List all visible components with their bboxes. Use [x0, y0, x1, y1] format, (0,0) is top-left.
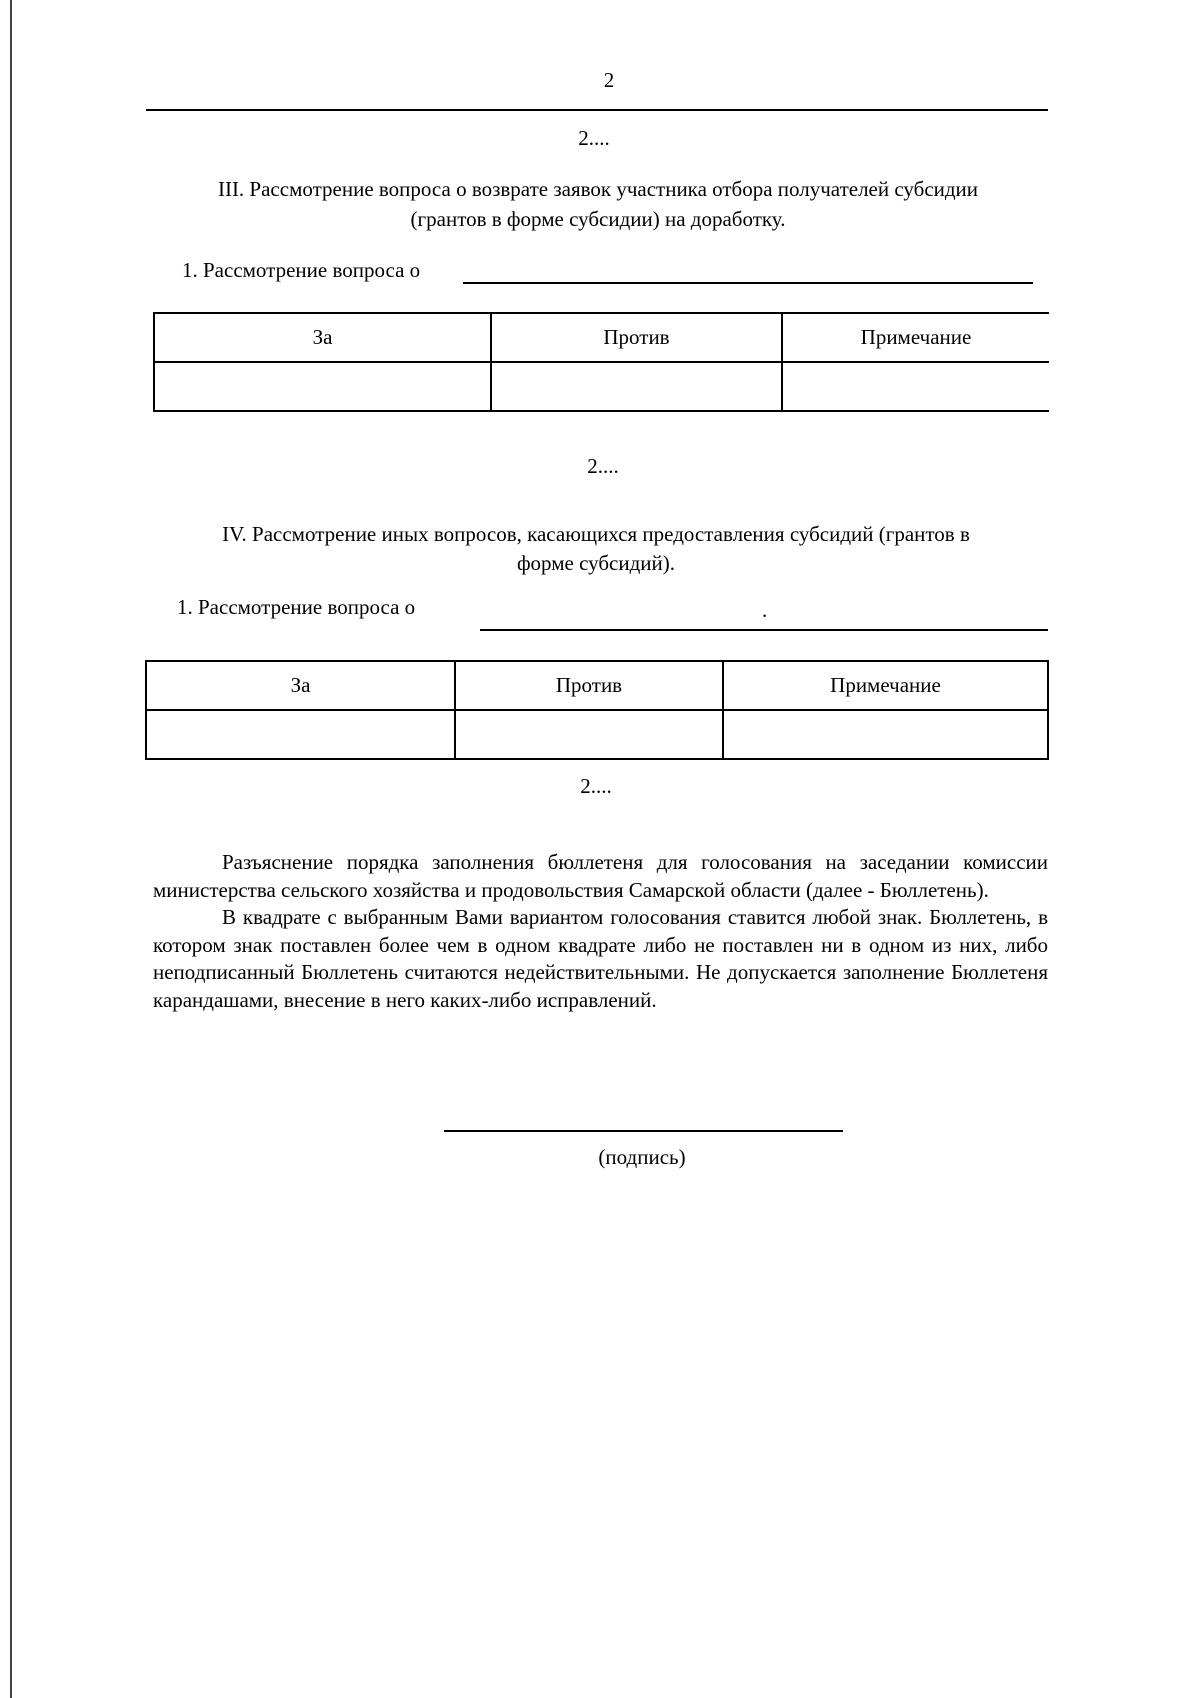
section-4-vote-table	[145, 660, 1049, 760]
header-note: Примечание	[723, 661, 1048, 710]
continuation-mark: 2....	[578, 126, 610, 150]
header-against: Против	[491, 313, 782, 362]
scan-edge	[10, 0, 12, 1698]
cell-against[interactable]	[491, 362, 782, 411]
header-rule	[146, 109, 1048, 111]
cell-against[interactable]	[455, 710, 723, 759]
section-4-item-blank[interactable]	[480, 629, 1048, 631]
section-3-heading-line2: (грантов в форме субсидии) на доработку.	[410, 207, 786, 231]
section-3-heading	[150, 174, 1046, 234]
header-against: Против	[455, 661, 723, 710]
explanation-text	[153, 849, 1048, 1014]
cell-for[interactable]	[154, 362, 491, 411]
explanation-paragraph-2: В квадрате с выбранным Вами вариантом голосования ставится любой знак. Бюллетень, в котором знак поставлен более чем в одном квадрате либо не поставлен ни в одном из них, либо неподписанный Бюллетень считаются недействительными. Не допускается заполнение Бюллетеня карандашами, внесение в него каких-либо исправлений.	[153, 905, 1048, 1012]
section-3-item-blank[interactable]	[463, 282, 1033, 284]
signature-caption: (подпись)	[598, 1145, 686, 1169]
signature-line[interactable]	[444, 1130, 843, 1132]
section-3-item: 1. Рассмотрение вопроса о	[182, 258, 421, 282]
header-for: За	[146, 661, 455, 710]
section-4-heading-line1: IV. Рассмотрение иных вопросов, касающихся предоставления субсидий (грантов в	[222, 522, 970, 546]
table-row	[146, 710, 1048, 759]
header-for: За	[154, 313, 491, 362]
table-header-row	[146, 661, 1048, 710]
section-4-heading-line2: форме субсидий).	[516, 551, 676, 575]
cell-note[interactable]	[782, 362, 1049, 411]
cell-note[interactable]	[723, 710, 1048, 759]
cell-for[interactable]	[146, 710, 455, 759]
explanation-paragraph-1: Разъяснение порядка заполнения бюллетеня для голосования на заседании комиссии министерства сельского хозяйства и продовольствия Самарской области (далее - Бюллетень).	[153, 850, 1048, 902]
continuation-mark: 2....	[580, 774, 612, 798]
section-3-vote-table	[153, 312, 1049, 412]
continuation-mark: 2....	[587, 454, 619, 478]
section-4-heading	[150, 520, 1042, 578]
section-4-item: 1. Рассмотрение вопроса о	[177, 595, 416, 619]
page-number: 2	[603, 68, 615, 92]
section-3-heading-line1: III. Рассмотрение вопроса о возврате заявок участника отбора получателей субсидии	[217, 177, 979, 201]
table-header-row	[154, 313, 1049, 362]
table-row	[154, 362, 1049, 411]
header-note: Примечание	[782, 313, 1049, 362]
section-4-item-period: .	[762, 598, 768, 622]
